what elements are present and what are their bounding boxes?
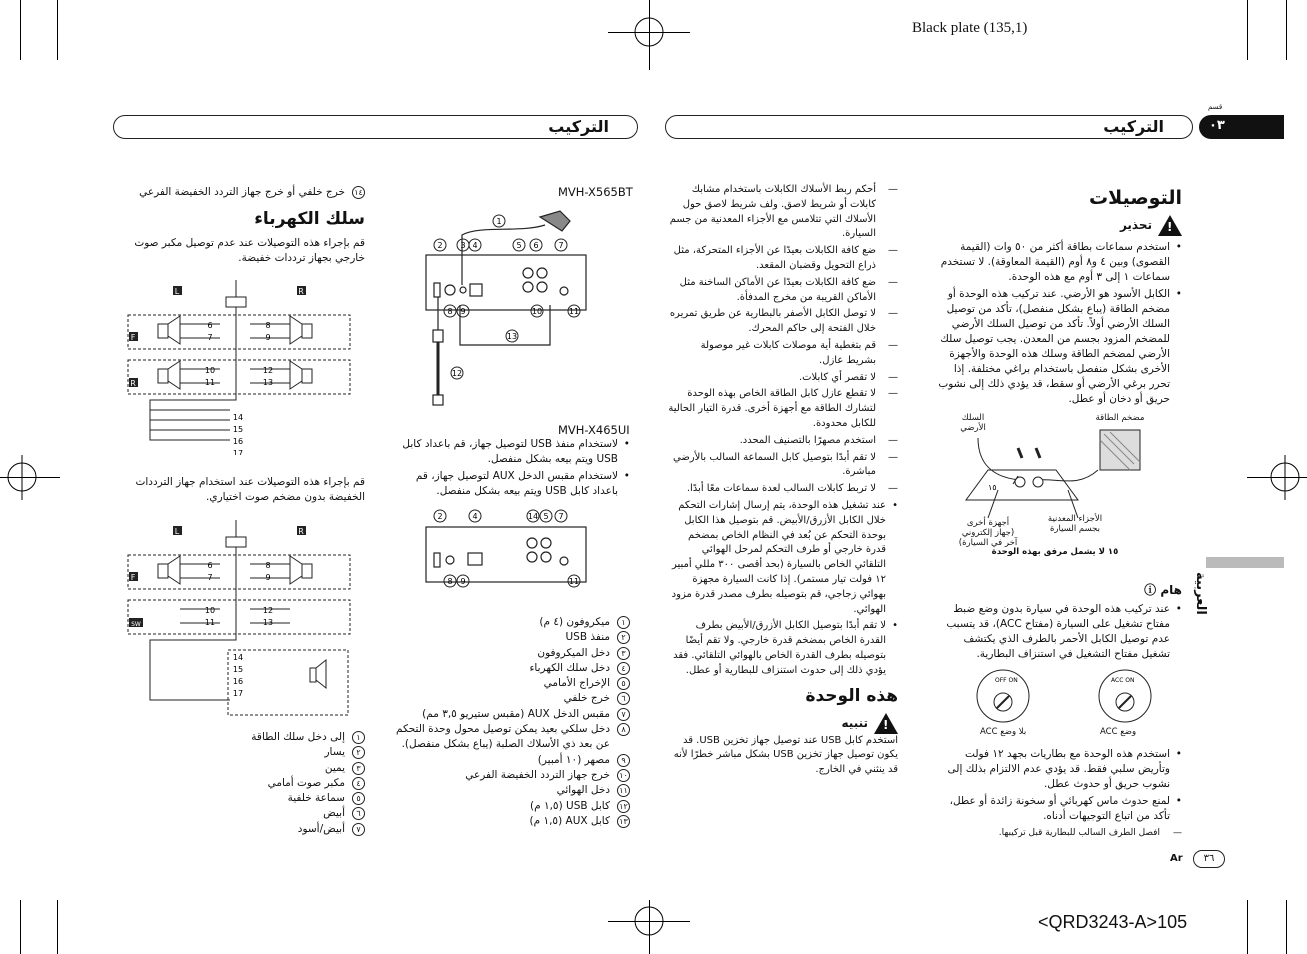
item-num: ١٤	[352, 186, 365, 199]
svg-text:15: 15	[232, 665, 244, 674]
svg-text:13: 13	[262, 618, 274, 627]
list-item	[385, 691, 630, 706]
fig-label-ground: السلك الأرضي	[960, 413, 986, 433]
power-cord-text: قم بإجراء هذه التوصيلات عند عدم توصيل مكبر صوت خارجي بجهاز ترددات خفيضة.	[134, 237, 365, 265]
warning-icon	[1158, 215, 1182, 236]
item-num: ٥	[617, 677, 630, 690]
bullet: • عند تركيب هذه الوحدة في سيارة بدون وضع ضبط مفتاح تشغيل على السيارة (مفتاح ACC)، قد يتسبب عدم توصيل الكابل الأحمر بالطرف الذي يكتشف تشغيل مفتاح التشغيل في استنزاف البطارية.	[932, 602, 1182, 662]
unit-diagram-2	[420, 505, 620, 595]
power-cord-list	[230, 730, 365, 837]
svg-text:R: R	[298, 527, 304, 536]
item-text: يمين	[324, 761, 345, 774]
svg-text:١٥: ١٥	[988, 483, 997, 492]
svg-text:5: 5	[516, 241, 522, 250]
list-item	[385, 722, 630, 753]
acc-on-label: وضع ACC	[1100, 727, 1137, 737]
warning-heading	[932, 215, 1182, 236]
dash-item: — استخدم مصهرًا بالتصنيف المحدد.	[668, 434, 898, 449]
svg-text:F: F	[130, 573, 136, 582]
svg-text:5: 5	[543, 512, 549, 521]
item-text: مقبس الدخل AUX (مقبس ستيريو ٣,٥ مم)	[422, 707, 610, 720]
item-text: كابل USB (١,٥ م)	[530, 799, 610, 812]
item-14	[120, 185, 365, 200]
note-label: هام	[1160, 583, 1182, 597]
bullet: • استخدم هذه الوحدة مع بطاريات بجهد ١٢ فولت وتأريض سلبي فقط. قد يؤدي عدم الالتزام بذلك إلى نشوب حريق أو حدوث عطل.	[932, 747, 1182, 792]
right-column-2	[932, 583, 1182, 664]
svg-text:9: 9	[460, 307, 466, 316]
svg-text:3: 3	[460, 241, 466, 250]
svg-text:13: 13	[506, 332, 518, 341]
item-text: كابل AUX (١,٥ م)	[529, 814, 610, 827]
fig-caption: ١٥ لا يشمل مرفق بهذه الوحدة	[991, 547, 1119, 557]
note-heading: هام ⓘ	[1144, 583, 1182, 597]
dash-item: — لا تربط كابلات السالب لعدة سماعات معًا أبدًا.	[668, 482, 898, 497]
power-cord-text-2: قم بإجراء هذه التوصيلات عند استخدام جهاز الترددات الخفيضة بدون مضخم صوت اختياري.	[135, 476, 365, 503]
item-text: دخل سلكي بعيد يمكن توصيل محول وحدة التحكم عن بعد ذي الأسلاك الصلبة (يباع بشكل منفصل).	[395, 723, 610, 751]
list-item	[230, 822, 365, 837]
model-1: MVH-X565BT	[558, 185, 633, 199]
svg-text:10: 10	[531, 307, 543, 316]
chapter-badge	[1199, 115, 1284, 139]
language-code: Ar	[1170, 853, 1183, 864]
side-tab-label: العربية	[1193, 572, 1208, 615]
bullet: • الكابل الأسود هو الأرضي. عند تركيب هذه الوحدة أو مضخم الطاقة (يباع بشكل منفصل)، تأكد من توصيل السلك الأرضي أولاً. تأكد من توصيل السلك الأرضي للمضخم المزود بجسم من المعدن. يجب توصيل سلك الأرضي لمضخم الطاقة وسلك هذه الوحدة والأجهزة الأخرى بشكل منفصل باستخدام براغي مختلفة. إذا تحرر برغي الأرضي أو سقط، قد يؤدي ذلك إلى نشوب حريق أو دخان أو عطل.	[932, 287, 1182, 407]
svg-text:2: 2	[437, 512, 443, 521]
svg-text:8: 8	[265, 321, 271, 330]
svg-text:14: 14	[232, 413, 244, 422]
item-text: أبيض	[323, 807, 345, 820]
item-num: ١٠	[617, 769, 630, 782]
svg-text:16: 16	[232, 437, 244, 446]
item-text: منفذ USB	[565, 631, 610, 644]
unit-caution-heading	[668, 713, 898, 734]
svg-text:R: R	[298, 287, 304, 296]
svg-text:OFF ON: OFF ON	[995, 677, 1018, 684]
item-num: ٣	[617, 647, 630, 660]
svg-text:11: 11	[204, 618, 216, 627]
svg-text:12: 12	[451, 369, 463, 378]
item-num: ٦	[352, 807, 365, 820]
item-num: ١٣	[617, 815, 630, 828]
item-num: ١	[352, 731, 365, 744]
item-text: دخل الهوائي	[556, 784, 610, 797]
acc-off-label: بلا وضع ACC	[980, 727, 1027, 737]
item-num: ٢	[617, 631, 630, 644]
svg-text:8: 8	[447, 577, 453, 586]
item-num: ٨	[617, 723, 630, 736]
parts-list	[385, 615, 630, 829]
bullet: • لاستخدام منفذ USB لتوصيل جهاز، قم باعداد كابل USB ويتم بيعه بشكل منفصل.	[392, 437, 630, 467]
svg-text:16: 16	[232, 677, 244, 686]
item-text: دخل الميكروفون	[537, 646, 610, 659]
list-item	[385, 630, 630, 645]
side-tab	[1206, 557, 1284, 568]
item-num: ٧	[352, 823, 365, 836]
svg-text:8: 8	[447, 307, 453, 316]
dash-item: — ضع كافة الكابلات بعيدًا عن الأجزاء المتحركة، مثل ذراع التحويل وقضبان المقعد.	[668, 244, 898, 274]
bullet: • لا تقم أبدًا بتوصيل الكابل الأزرق/الأبيض بطرف القدرة الخاص بمضخم قدرة خارجي. ولا تقم أيضًا بتوصيله بطرف القدرة الخاص بالهوائي التلقائي. فقد يؤدي ذلك إلى حدوث استنزاف للبطارية أو عطل.	[668, 619, 898, 678]
svg-text:11: 11	[568, 307, 580, 316]
unit-diagram-1	[420, 205, 640, 420]
list-item	[385, 707, 630, 722]
svg-text:4: 4	[472, 512, 478, 521]
svg-text:9: 9	[460, 577, 466, 586]
list-item	[230, 806, 365, 821]
item-num: ٩	[617, 754, 630, 767]
dash-item: — أحكم ربط الأسلاك الكابلات باستخدام مشابك كابلات أو شريط لاصق. ولف شريط لاصق حول الأسلاك التي تتلامس مع الأجزاء المعدنية من جسم السيارة.	[668, 183, 898, 242]
svg-text:SW: SW	[131, 621, 141, 628]
page-number: ٣٦	[1193, 850, 1225, 868]
svg-text:6: 6	[207, 561, 213, 570]
speaker-wiring-1	[120, 280, 360, 455]
unit-title: هذه الوحدة	[805, 685, 898, 706]
right-header-title: التركيب	[1103, 117, 1164, 136]
dash-item: — لا تقطع عازل كابل الطاقة الخاص بهذه الوحدة لتشارك الطاقة مع أجهزة أخرى. قدرة التيار الحالية للكابل محدودة.	[668, 387, 898, 431]
caution-icon	[874, 713, 898, 734]
item-num: ١٢	[617, 800, 630, 813]
dash-item: — قم بتغطية أية موصلات كابلات غير موصولة بشريط عازل.	[668, 339, 898, 369]
dash-item: — لا تقم أبدًا بتوصيل كابل السماعة السالب بالأرضي مباشرة.	[668, 451, 898, 481]
section-title-connections: التوصيلات	[1089, 187, 1182, 209]
footer-code: <QRD3243-A>105	[1038, 912, 1188, 932]
item-num: ٥	[352, 792, 365, 805]
right-column	[932, 183, 1182, 409]
svg-text:7: 7	[558, 512, 564, 521]
svg-text:11: 11	[204, 378, 216, 387]
svg-text:11: 11	[568, 577, 580, 586]
svg-text:4: 4	[472, 241, 478, 250]
list-item	[230, 791, 365, 806]
item-text: خرج جهاز التردد الخفيضة الفرعي	[465, 768, 610, 781]
svg-text:17: 17	[232, 689, 244, 698]
svg-text:7: 7	[207, 333, 213, 342]
svg-text:L: L	[174, 527, 180, 536]
fig-label-amp: مضخم الطاقة	[1095, 413, 1145, 423]
bullet: • لاستخدام مقبس الدخل AUX لتوصيل جهاز، قم باعداد كابل USB ويتم بيعه بشكل منفصل.	[392, 469, 630, 499]
item-text: دخل سلك الكهرباء	[529, 661, 610, 674]
power-cord-title: سلك الكهرباء	[254, 209, 365, 230]
item-text: خرج خلفي	[563, 692, 610, 705]
item-num: ٦	[617, 692, 630, 705]
acc-switch-diagram	[975, 668, 1175, 728]
svg-text:1: 1	[496, 217, 502, 226]
svg-text:14: 14	[527, 512, 539, 521]
svg-text:7: 7	[558, 241, 564, 250]
chapter-small: قسم	[1208, 103, 1223, 111]
plate-label: Black plate (135,1)	[912, 20, 1028, 36]
chapter-number: ٠٣	[1209, 118, 1225, 133]
svg-text:9: 9	[265, 573, 271, 582]
item-text: مكبر صوت أمامي	[267, 776, 345, 789]
bullet: • عند تشغيل هذه الوحدة، يتم إرسال إشارات التحكم خلال الكابل الأزرق/الأبيض. قم بتوصيل هذا الكابل بوحدة التحكم عن بُعد في النظام الخاص بمضخم قدرة خارجي أو طرف التحكم لمرحل الهوائي التلقائي الخاص بالسيارة (بحد أقصى ٣٠٠ مللي أمبير ١٢ فولت تيار مستمر). إذا كانت السيارة مجهزة بهوائي زجاجي، قم بتوصيله بطرف مصدر قدرة مزود الهوائي.	[668, 499, 898, 617]
left-header	[113, 115, 638, 139]
svg-text:8: 8	[265, 561, 271, 570]
list-item	[385, 799, 630, 814]
unit-text: استخدم كابل USB عند توصيل جهاز تخزين USB. قد يكون توصيل جهاز تخزين USB بشكل مباشر خطرًا لأنه قد ينثني في الخارج.	[673, 734, 898, 776]
item-num: ٤	[617, 662, 630, 675]
right-column-3	[932, 747, 1182, 843]
svg-text:13: 13	[262, 378, 274, 387]
item-num: ١	[617, 616, 630, 629]
item-num: ١١	[617, 784, 630, 797]
svg-text:9: 9	[265, 333, 271, 342]
far-left-top	[120, 185, 365, 268]
fig-label-metal: الأجزاء المعدنية بجسم السيارة	[1047, 514, 1103, 534]
model-2-notes	[392, 437, 630, 501]
svg-text:10: 10	[204, 606, 216, 615]
svg-text:7: 7	[207, 573, 213, 582]
list-item	[385, 646, 630, 661]
bullet: • لمنع حدوث ماس كهربائي أو سخونة زائدة أو عطل، تأكد من اتباع التوجيهات أدناه.	[932, 794, 1182, 824]
svg-text:L: L	[174, 287, 180, 296]
right-header	[665, 115, 1193, 139]
item-num: ٣	[352, 762, 365, 775]
list-item	[385, 768, 630, 783]
svg-text:ACC ON: ACC ON	[1111, 677, 1135, 684]
svg-text:10: 10	[204, 366, 216, 375]
item-num: ٤	[352, 777, 365, 790]
model-2: MVH-X465UI	[558, 423, 630, 437]
list-item	[385, 783, 630, 798]
item-14-text: خرج خلفي أو خرج جهاز التردد الخفيضة الفرعي	[139, 186, 345, 198]
item-text: مصهر (١٠ أمبير)	[537, 753, 610, 766]
dash-item: — لا تقصر أي كابلات.	[668, 371, 898, 386]
item-text: ميكروفون (٤ م)	[539, 616, 610, 628]
speaker-wiring-2	[120, 520, 360, 725]
list-item	[385, 676, 630, 691]
item-text: الإخراج الأمامي	[543, 677, 610, 690]
list-item	[385, 753, 630, 768]
item-text: يسار	[324, 746, 345, 759]
dash-item: — لا توصل الكابل الأصفر بالبطارية عن طريق تمريره خلال الفتحة إلى حاكم المحرك.	[668, 307, 898, 337]
item-text: أبيض/أسود	[297, 822, 345, 835]
svg-text:14: 14	[232, 653, 244, 662]
unit-caution-label: تنبيه	[841, 715, 868, 730]
svg-text:12: 12	[262, 366, 274, 375]
list-item	[385, 615, 630, 630]
svg-text:12: 12	[262, 606, 274, 615]
svg-text:15: 15	[232, 425, 244, 434]
svg-text:R: R	[130, 379, 136, 388]
item-text: إلى دخل سلك الطاقة	[251, 731, 345, 743]
svg-text:F: F	[130, 333, 136, 342]
dash-item: — ضع كافة الكابلات بعيدًا عن الأماكن الساخنة مثل الأماكن القريبة من مخرج المدفأة.	[668, 276, 898, 306]
list-item	[230, 745, 365, 760]
item-num: ٧	[617, 708, 630, 721]
left-header-title: التركيب	[548, 117, 609, 136]
svg-text:6: 6	[207, 321, 213, 330]
item-text: سماعة خلفية	[287, 792, 345, 805]
middle-column	[668, 183, 898, 780]
list-item	[385, 661, 630, 676]
dash-item: — افصل الطرف السالب للبطارية قبل تركيبها.	[932, 826, 1182, 841]
svg-text:2: 2	[437, 241, 443, 250]
bullet: • استخدم سماعات بطاقة أكثر من ٥٠ وات (القيمة القصوى) وبين ٤ و٨ أوم (القيمة المعاوقة). لا تستخدم سماعات ١ إلى ٣ أوم مع هذه الوحدة.	[932, 240, 1182, 285]
list-item	[230, 776, 365, 791]
list-item	[230, 761, 365, 776]
warning-label: تحذير	[1119, 218, 1152, 232]
list-item	[230, 730, 365, 745]
fig-label-other: أجهزة أخرى (جهاز إلكتروني آخر في السيارة)	[958, 518, 1018, 548]
list-item	[385, 814, 630, 829]
svg-text:6: 6	[533, 241, 539, 250]
svg-text:17: 17	[232, 449, 244, 455]
item-num: ٢	[352, 746, 365, 759]
